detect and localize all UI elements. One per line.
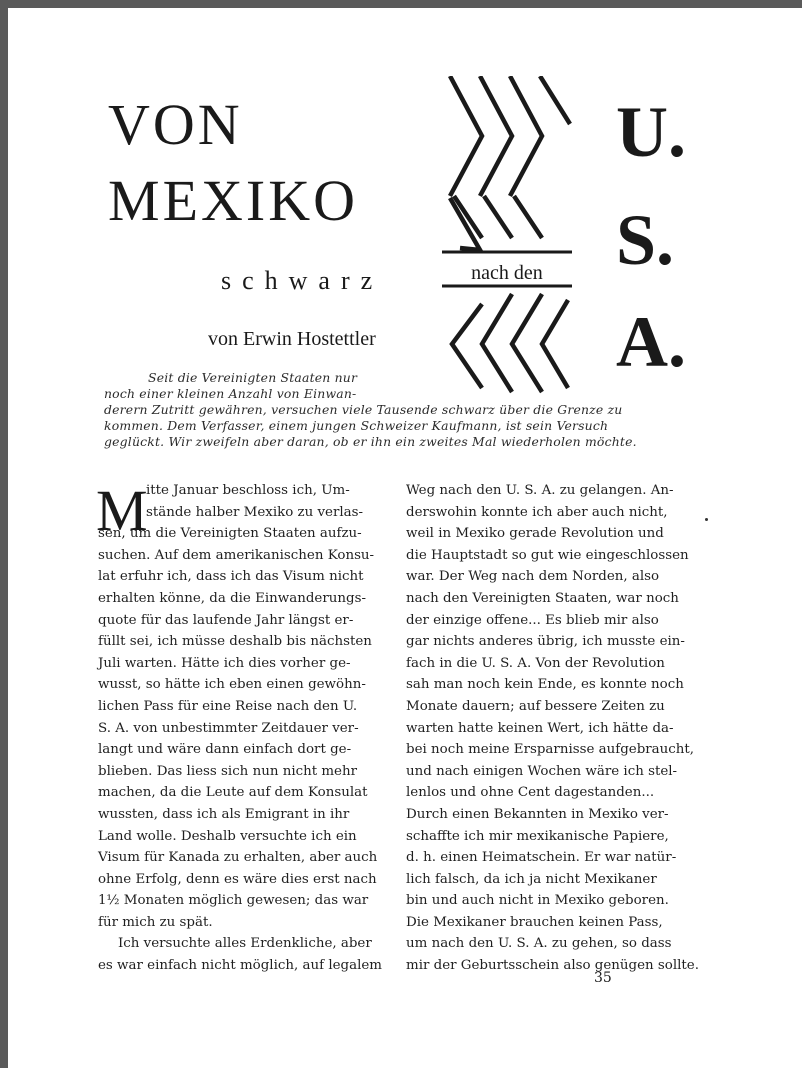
chevron-left-icon	[452, 304, 482, 388]
text-line: lat erfuhr ich, dass ich das Visum nicht	[98, 569, 364, 585]
text-line: d. h. einen Heimatschein. Er war natür-	[406, 850, 677, 866]
text-line: stände halber Mexiko zu verlas-	[146, 504, 364, 520]
text-line: bin und auch nicht in Mexiko geboren.	[406, 893, 669, 909]
text-line: Durch einen Bekannten in Mexiko ver-	[406, 806, 669, 822]
text-line: wussten, dass ich als Emigrant in ihr	[98, 806, 350, 822]
chevron-right-icon	[540, 76, 570, 124]
text-line: Land wolle. Deshalb versuchte ich ein	[98, 828, 357, 844]
text-line: Weg nach den U. S. A. zu gelangen. An-	[406, 483, 674, 498]
author-byline: von Erwin Hostettler	[208, 328, 376, 350]
text-line: sah man noch kein Ende, es konnte noch	[406, 677, 684, 693]
ink-speck	[705, 518, 708, 521]
text-line: es war einfach nicht möglich, auf legalem	[98, 958, 382, 974]
text-line: 1½ Monaten möglich gewesen; das war	[98, 893, 369, 909]
chevron-ornament	[430, 76, 578, 396]
magazine-page	[8, 8, 802, 1068]
text-line: lich falsch, da ich ja nicht Mexikaner	[406, 871, 657, 887]
text-line: Juli warten. Hätte ich dies vorher ge-	[98, 655, 351, 671]
page-number: 35	[594, 970, 612, 986]
text-line: quote für das laufende Jahr längst er-	[98, 612, 354, 628]
text-line: der einzige offene... Es blieb mir also	[406, 612, 659, 628]
text-line: war. Der Weg nach dem Norden, also	[406, 569, 660, 585]
title-s: S.	[616, 200, 675, 280]
title-a: A.	[616, 302, 686, 382]
text-line: ohne Erfolg, denn es wäre dies erst nach	[98, 871, 377, 887]
text-line: gar nichts anderes übrig, ich musste ein-	[406, 634, 685, 650]
subtitle-nach-den: nach den	[471, 262, 543, 284]
title-von: VON	[108, 92, 243, 157]
text-line: wusst, so hätte ich eben einen gewöhn-	[98, 677, 366, 693]
text-line: fach in die U. S. A. Von der Revolution	[406, 655, 665, 671]
text-line: weil in Mexiko gerade Revolution und	[406, 526, 664, 542]
text-line: itte Januar beschloss ich, Um-	[146, 483, 350, 498]
chevron-left-icon	[512, 294, 542, 392]
text-line: blieben. Das liess sich nun nicht mehr	[98, 763, 358, 779]
subtitle-schwarz: schwarz	[221, 266, 384, 295]
right-column	[406, 480, 699, 977]
text-line: Monate dauern; auf bessere Zeiten zu	[406, 698, 665, 714]
text-line: lenlos und ohne Cent dagestanden...	[406, 785, 655, 801]
text-line: Die Mexikaner brauchen keinen Pass,	[406, 914, 663, 930]
chevron-left-icon	[482, 294, 512, 392]
text-line: warten hatte keinen Wert, ich hätte da-	[406, 720, 674, 736]
title-mexiko: MEXIKO	[108, 168, 358, 233]
left-column	[98, 480, 382, 977]
title-u: U.	[616, 92, 686, 172]
intro-line-2: noch einer kleinen Anzahl von Einwan-	[104, 386, 357, 401]
text-line: die Hauptstadt so gut wie eingeschlossen	[406, 547, 689, 563]
text-line: füllt sei, ich müsse deshalb bis nächsten	[98, 634, 372, 650]
text-line: langt und wäre dann einfach dort ge-	[98, 742, 352, 758]
chevron-left-icon	[542, 300, 568, 388]
text-line: sen, um die Vereinigten Staaten aufzu-	[98, 526, 362, 542]
text-line: derswohin konnte ich aber auch nicht,	[406, 504, 668, 520]
intro-line-3: derern Zutritt gewähren, versuchen viele Tausende schwarz über die Grenze zu	[104, 402, 623, 417]
drop-cap: M	[96, 478, 148, 543]
text-line: Ich versuchte alles Erdenkliche, aber	[118, 936, 372, 952]
text-line: S. A. von unbestimmter Zeitdauer ver-	[98, 720, 359, 736]
text-line: nach den Vereinigten Staaten, war noch	[406, 590, 679, 606]
text-line: und nach einigen Wochen wäre ich stel-	[406, 763, 678, 779]
text-line: erhalten könne, da die Einwanderungs-	[98, 590, 366, 606]
chevron-right-icon	[480, 76, 512, 196]
text-line: mir der Geburtsschein also genügen sollte.	[406, 958, 699, 974]
chevron-right-icon	[450, 76, 482, 196]
text-line: um nach den U. S. A. zu gehen, so dass	[406, 936, 672, 952]
intro-line-1: Seit die Vereinigten Staaten nur	[148, 370, 358, 385]
text-line: für mich zu spät.	[98, 914, 213, 930]
text-line: schaffte ich mir mexikanische Papiere,	[406, 828, 669, 844]
text-line: Visum für Kanada zu erhalten, aber auch	[98, 850, 378, 866]
text-line: suchen. Auf dem amerikanischen Konsu-	[98, 547, 375, 563]
intro-line-5: geglückt. Wir zweifeln aber daran, ob er ihn ein zweites Mal wiederholen möchte.	[104, 434, 637, 449]
text-line: bei noch meine Ersparnisse aufgebraucht,	[406, 742, 695, 758]
text-line: lichen Pass für eine Reise nach den U.	[98, 698, 358, 714]
chevron-right-icon	[510, 76, 542, 196]
intro-line-4: kommen. Dem Verfasser, einem jungen Schweizer Kaufmann, ist sein Versuch	[104, 418, 609, 433]
text-line: machen, da die Leute auf dem Konsulat	[98, 785, 368, 801]
